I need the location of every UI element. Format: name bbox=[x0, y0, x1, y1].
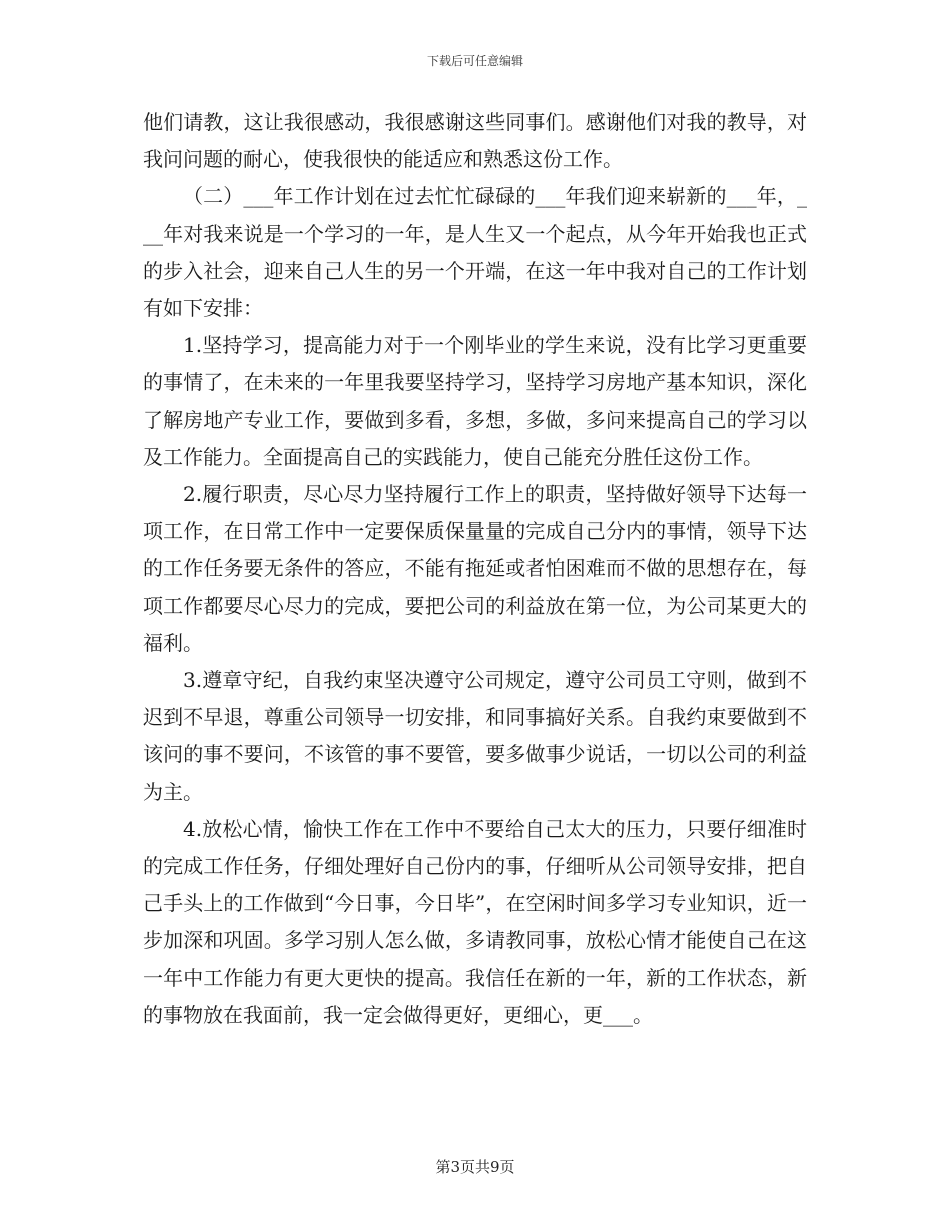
document-body bbox=[143, 104, 807, 1034]
paragraph-6: 4.放松心情，愉快工作在工作中不要给自己太大的压力，只要仔细准时的完成工作任务，仔细处理好自己份内的事，仔细听从公司领导安排，把自己手头上的工作做到“今日事，今日毕”，在空闲时间多学习专业知识，近一步加深和巩固。多学习别人怎么做，多请教同事，放松心情才能使自己在这一年中工作能力有更大更快的提高。我信任在新的一年，新的工作状态，新的事物放在我面前，我一定会做得更好，更细心，更___。 bbox=[143, 816, 807, 1027]
paragraph-2: （二）___年工作计划在过去忙忙碌碌的___年我们迎来崭新的___年，___年对我来说是一个学习的一年，是人生又一个起点，从今年开始我也正式的步入社会，迎来自己人生的另一个开端，在这一年中我对自己的工作计划有如下安排： bbox=[143, 184, 807, 321]
paragraph-1: 他们请教，这让我很感动，我很感谢这些同事们。感谢他们对我的教导，对我问问题的耐心，使我很快的能适应和熟悉这份工作。 bbox=[143, 110, 807, 172]
paragraph-4: 2.履行职责，尽心尽力坚持履行工作上的职责，坚持做好领导下达每一项工作，在日常工作中一定要保质保量量的完成自己分内的事情，领导下达的工作任务要无条件的答应，不能有拖延或者怕困难而不做的思想存在，每项工作都要尽心尽力的完成，要把公司的利益放在第一位，为公司某更大的福利。 bbox=[143, 482, 807, 655]
paragraph-3: 1.坚持学习，提高能力对于一个刚毕业的学生来说，没有比学习更重要的事情了，在未来的一年里我要坚持学习，坚持学习房地产基本知识，深化了解房地产专业工作，要做到多看，多想，多做，多问来提高自己的学习以及工作能力。全面提高自己的实践能力，使自己能充分胜任这份工作。 bbox=[143, 333, 807, 469]
paragraph-5: 3.遵章守纪，自我约束坚决遵守公司规定，遵守公司员工守则，做到不迟到不早退，尊重公司领导一切安排，和同事搞好关系。自我约束要做到不该问的事不要问，不该管的事不要管，要多做事少说话，一切以公司的利益为主。 bbox=[143, 668, 807, 804]
page-number: 第3页共9页 bbox=[435, 1158, 515, 1176]
page-header: 下载后可任意编辑 bbox=[426, 54, 523, 68]
